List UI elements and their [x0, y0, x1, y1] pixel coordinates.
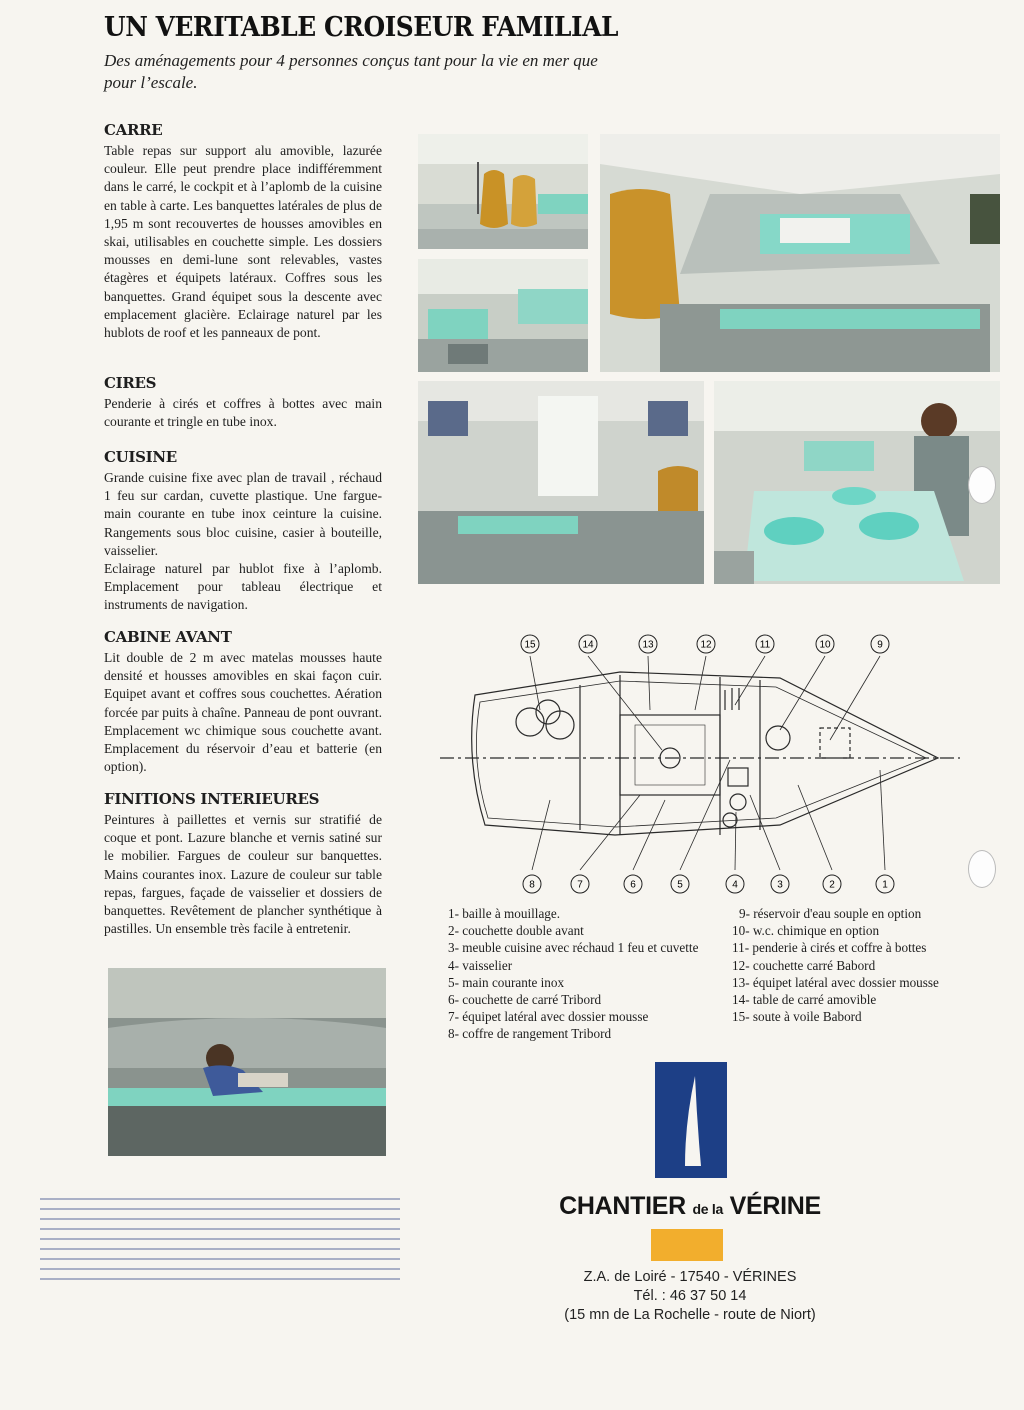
legend-item: 8- coffre de rangement Tribord — [448, 1026, 612, 1042]
legend-item: 1- baille à mouillage. — [448, 906, 561, 921]
photo-cires-locker — [418, 134, 588, 249]
callout-number: 7 — [577, 879, 583, 891]
section-cires — [104, 374, 382, 431]
legend-right — [732, 905, 939, 1025]
photo-forward-cabin — [600, 134, 1000, 372]
legend-item: 15- soute à voile Babord — [732, 1009, 862, 1025]
section-heading: CARRE — [104, 121, 163, 139]
callout-number: 2 — [829, 879, 835, 891]
section-body: Penderie à cirés et coffres à bottes avec main courante et tringle en tube inox. — [104, 396, 382, 430]
section-body: Grande cuisine fixe avec plan de travail , réchaud 1 feu sur cardan, cuvette plastique. Une fargue-main courante en tube inox ceinture la cuisine. Rangements sous bloc cuisine, casier à bouteille, vaisselier. Eclairage naturel par hublot fixe à l’aplomb. Emplacement pour tableau électrique et instruments de navigation. — [104, 470, 382, 613]
callout-number: 3 — [777, 879, 783, 891]
legend-item: 7- équipet latéral avec dossier mousse — [448, 1009, 649, 1025]
legend-item: 10- w.c. chimique en option — [732, 923, 880, 939]
address-line: (15 mn de La Rochelle - route de Niort) — [564, 1307, 816, 1323]
legend-left — [448, 905, 698, 1043]
callout-number: 4 — [732, 879, 738, 891]
legend-item: 13- équipet latéral avec dossier mousse — [732, 974, 939, 990]
punch-hole — [968, 466, 996, 504]
callout-number: 5 — [677, 879, 683, 891]
section-finitions — [104, 790, 382, 938]
section-heading: CUISINE — [104, 448, 177, 466]
section-heading: CIRES — [104, 374, 157, 392]
legend-item: 11- penderie à cirés et coffre à bottes — [732, 940, 927, 956]
callout-number: 12 — [700, 639, 712, 651]
page-subtitle: Des aménagements pour 4 personnes conçus tant pour la vie en mer que pour l’escale. — [104, 51, 598, 92]
section-cuisine — [104, 448, 382, 615]
brand-part: VÉRINE — [729, 1192, 821, 1220]
legend-item: 12- couchette carré Babord — [732, 957, 876, 973]
photo-companionway — [418, 381, 704, 584]
address-line: Tél. : 46 37 50 14 — [633, 1288, 747, 1304]
page-title: UN VERITABLE CROISEUR FAMILIAL — [104, 12, 619, 43]
sail-logo-icon — [655, 1062, 727, 1178]
photo-saloon-table — [714, 381, 1000, 584]
legend-item: 3- meuble cuisine avec réchaud 1 feu et cuvette — [448, 940, 699, 956]
callout-number: 13 — [642, 639, 654, 651]
section-body: Table repas sur support alu amovible, lazurée couleur. Elle peut prendre place indifféremment dans le carré, le cockpit et à l’aplomb de la cuisine en table à carte. Les banquettes latérales de plus de 1,95 m sont recouvertes de housses amovibles en skai, utilisables en couchette simple. Les dossiers mousses en demi-lune sont relevables, vastes étagères et équipets latéraux. Coffres sous les banquettes. Grand équipet sous la descente avec emplacement glacière. Eclairage naturel par les hublots de roof et les panneaux de pont. — [104, 143, 382, 341]
section-heading: CABINE AVANT — [104, 628, 232, 646]
photo-child-reading — [108, 968, 386, 1156]
punch-hole — [968, 850, 996, 888]
callout-number: 14 — [582, 639, 594, 651]
section-cabine-avant — [104, 628, 382, 776]
legend-item: 6- couchette de carré Tribord — [448, 992, 602, 1008]
callout-number: 15 — [524, 639, 536, 651]
callout-number: 9 — [877, 639, 883, 651]
callout-number: 8 — [529, 879, 535, 891]
callout-number: 6 — [630, 879, 636, 891]
section-carre — [104, 121, 382, 342]
address-line: Z.A. de Loiré - 17540 - VÉRINES — [583, 1269, 797, 1285]
section-body: Lit double de 2 m avec matelas mousses haute densité et housses amovibles en skai façon cuir. Equipet avant et coffres sous couchettes. Aération forcée par puits à chaîne. Panneau de pont ouvrant. Emplacement wc chimique sous couchette avant. Emplacement du réservoir d’eau et batterie (en option). — [104, 650, 382, 775]
section-body: Peintures à paillettes et vernis sur stratifié de coque et pont. Lazure blanche et vernis satiné sur le mobilier. Fargues de couleur sur banquettes. Mains courantes inox. Lazure de couleur sur table repas, fargues, façade de vaisselier et dossiers de banquettes. Revêtement de plancher synthétique à pastilles. Un ensemble très facile à entretenir. — [104, 812, 382, 937]
legend-item: 4- vaisselier — [448, 957, 513, 973]
section-heading: FINITIONS INTERIEURES — [104, 790, 320, 808]
callout-number: 1 — [882, 879, 888, 891]
brand-part: CHANTIER — [559, 1192, 686, 1220]
brand-orange-block — [651, 1229, 723, 1261]
callout-number: 11 — [759, 639, 771, 651]
address-block — [520, 1268, 860, 1325]
decorative-stripes — [40, 1198, 400, 1288]
legend-item: 14- table de carré amovible — [732, 992, 877, 1008]
deck-plan — [440, 630, 970, 900]
brand-part: de la — [692, 1201, 723, 1217]
legend-item: 2- couchette double avant — [448, 923, 584, 939]
legend-item: 9- réservoir d'eau souple en option — [739, 906, 922, 921]
legend-item: 5- main courante inox — [448, 974, 565, 990]
brand-name — [540, 1192, 840, 1221]
photo-galley — [418, 259, 588, 372]
callout-number: 10 — [819, 639, 831, 651]
